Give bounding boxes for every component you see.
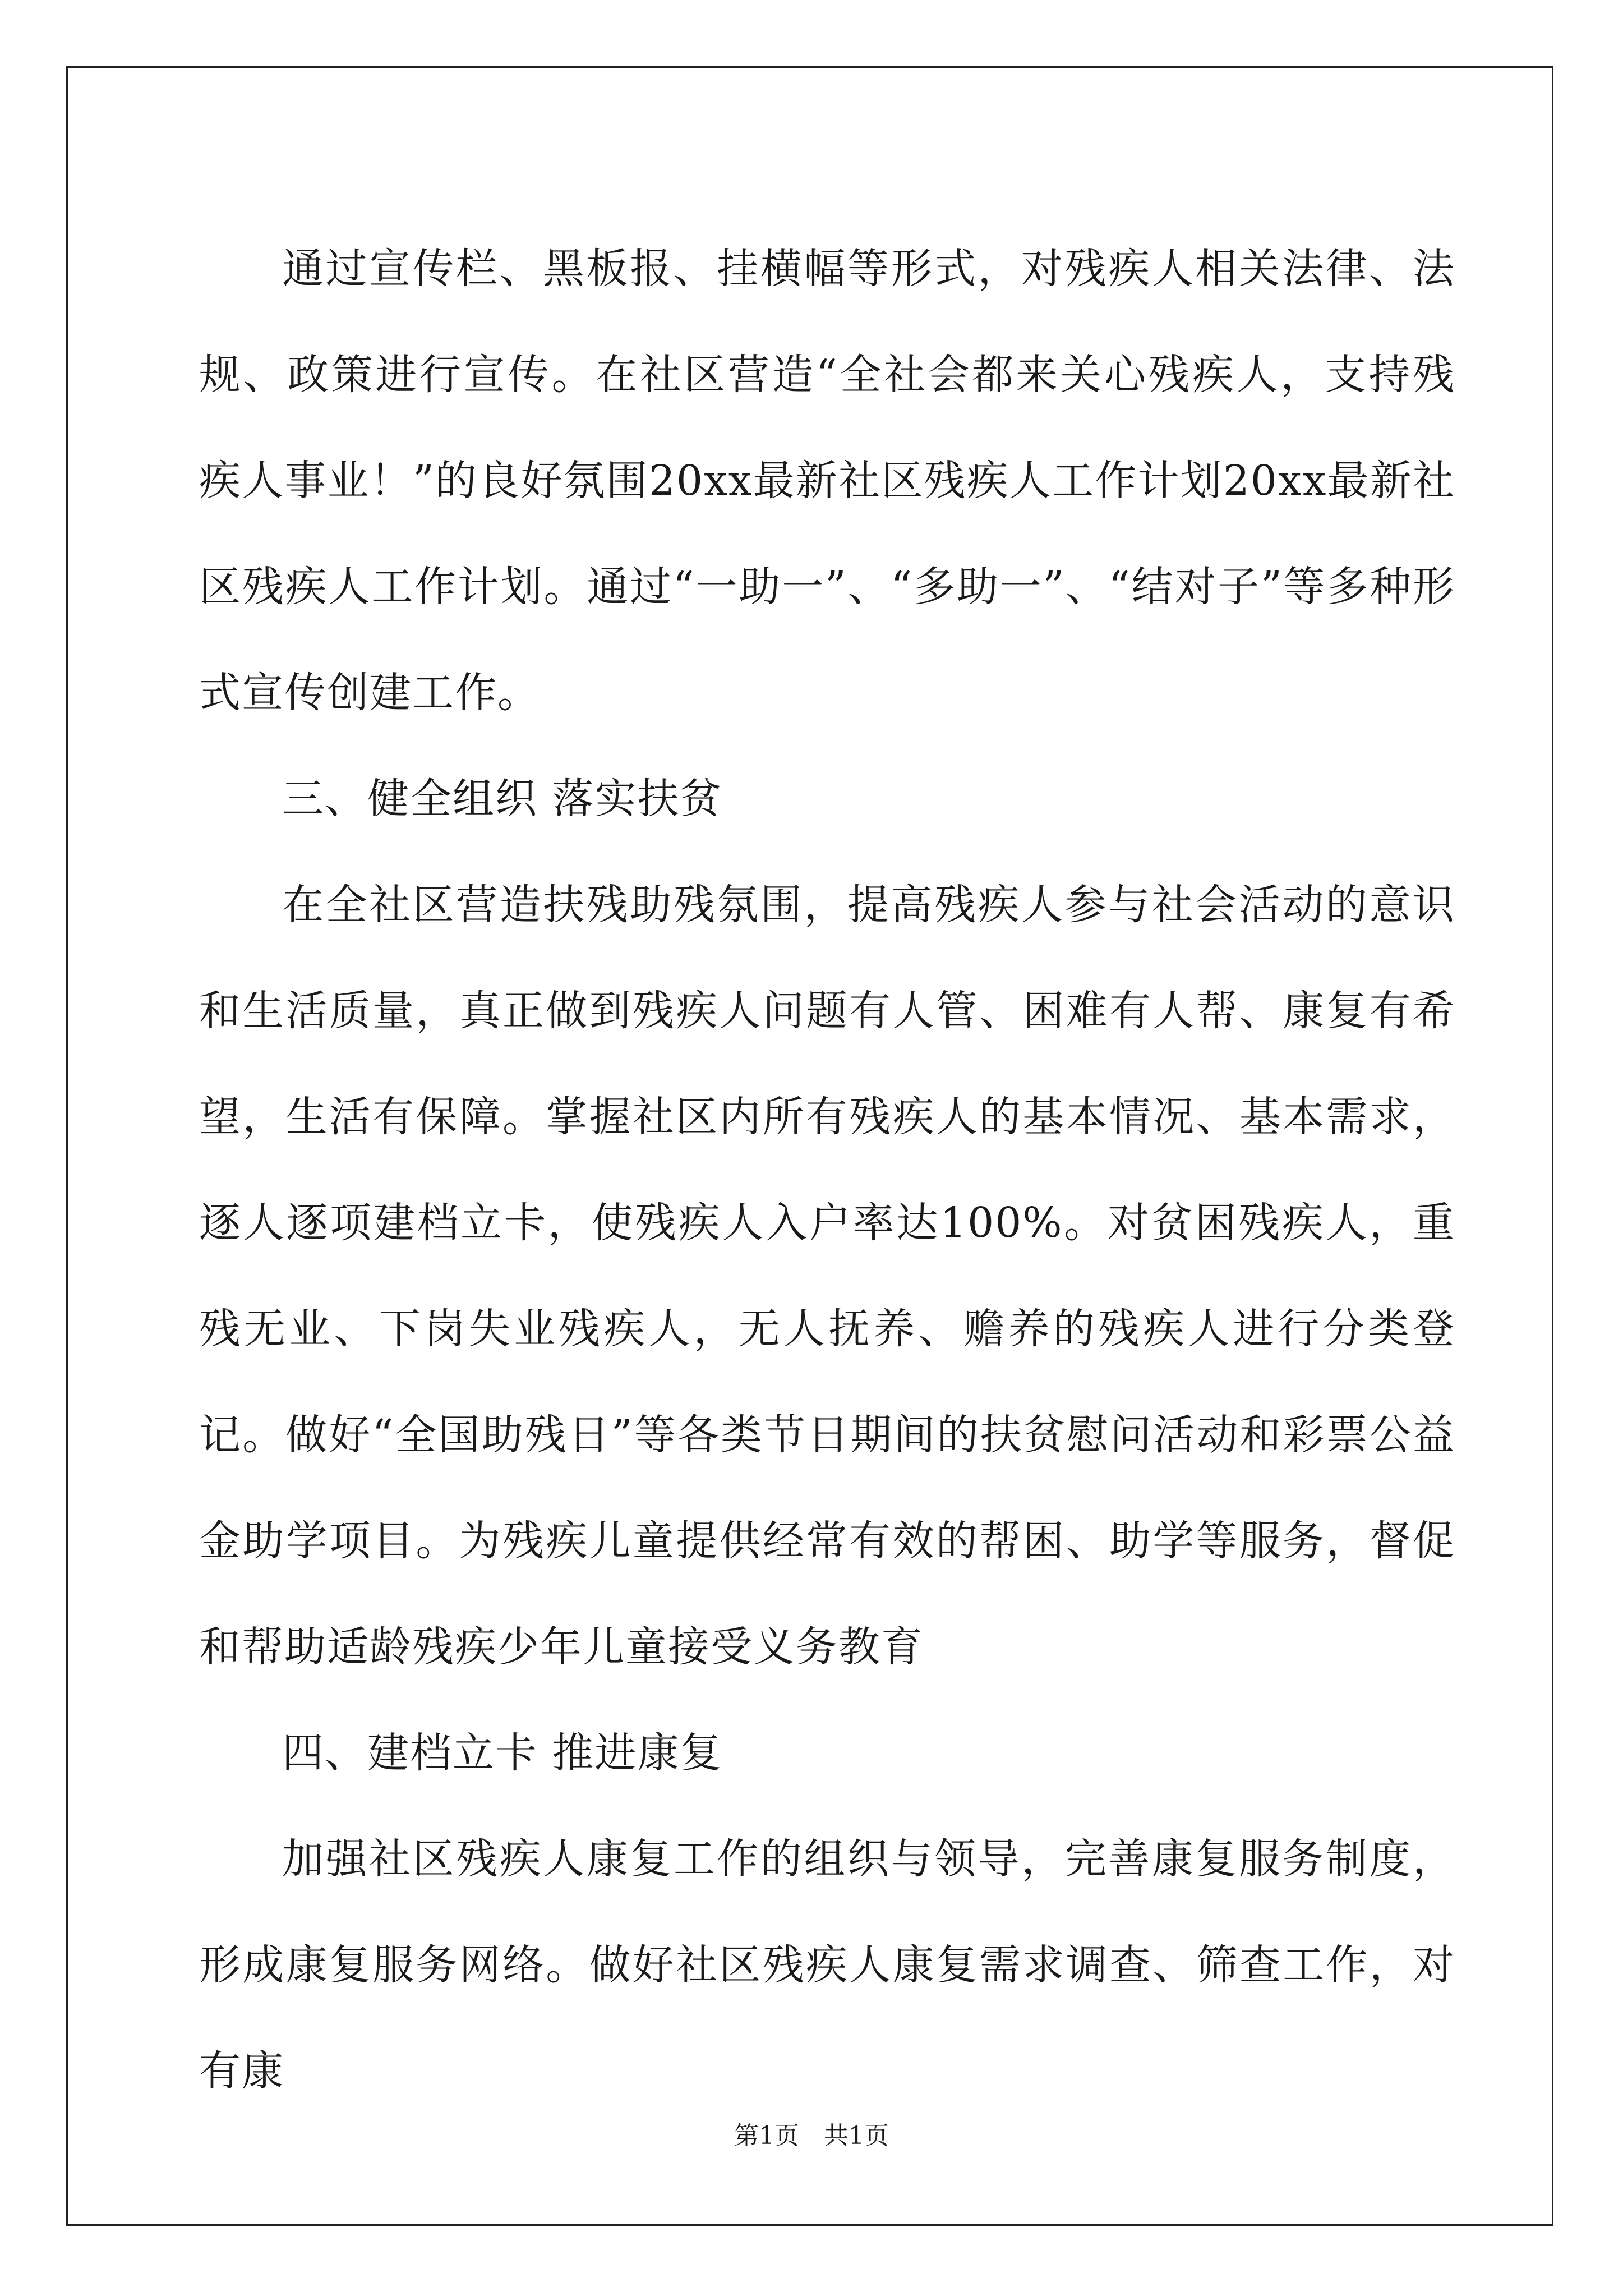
paragraph-publicity: 通过宣传栏、黑板报、挂横幅等形式，对残疾人相关法律、法规、政策进行宣传。在社区营造“全社会都来关心残疾人，支持残疾人事业！”的良好氛围20xx最新社区残疾人工作计划20xx最新社区残疾人工作计划。通过“一助一”、“多助一”、“结对子”等多种形式宣传创建工作。 [199,245,1455,717]
paragraph-poverty-relief: 在全社区营造扶残助残氛围，提高残疾人参与社会活动的意识和生活质量，真正做到残疾人问题有人管、困难有人帮、康复有希望，生活有保障。掌握社区内所有残疾人的基本情况、基本需求，逐人逐项建档立卡，使残疾人入户率达100%。对贫困残疾人，重残无业、下岗失业残疾人，无人抚养、赡养的残疾人进行分类登记。做好“全国助残日”等各类节日期间的扶贫慰问活动和彩票公益金助学项目。为残疾儿童提供经常有效的帮困、助学等服务，督促和帮助适龄残疾少年儿童接受义务教育 [199,881,1455,1671]
paragraph-rehabilitation: 加强社区残疾人康复工作的组织与领导，完善康复服务制度，形成康复服务网络。做好社区残疾人康复需求调查、筛查工作，对有康 [199,1835,1455,2095]
section-heading-3: 三、健全组织 落实扶贫 [282,775,723,823]
section-heading-4: 四、建档立卡 推进康复 [282,1729,723,1777]
document-body [199,216,1455,2124]
page-footer: 第1页 共1页 [734,2122,889,2150]
